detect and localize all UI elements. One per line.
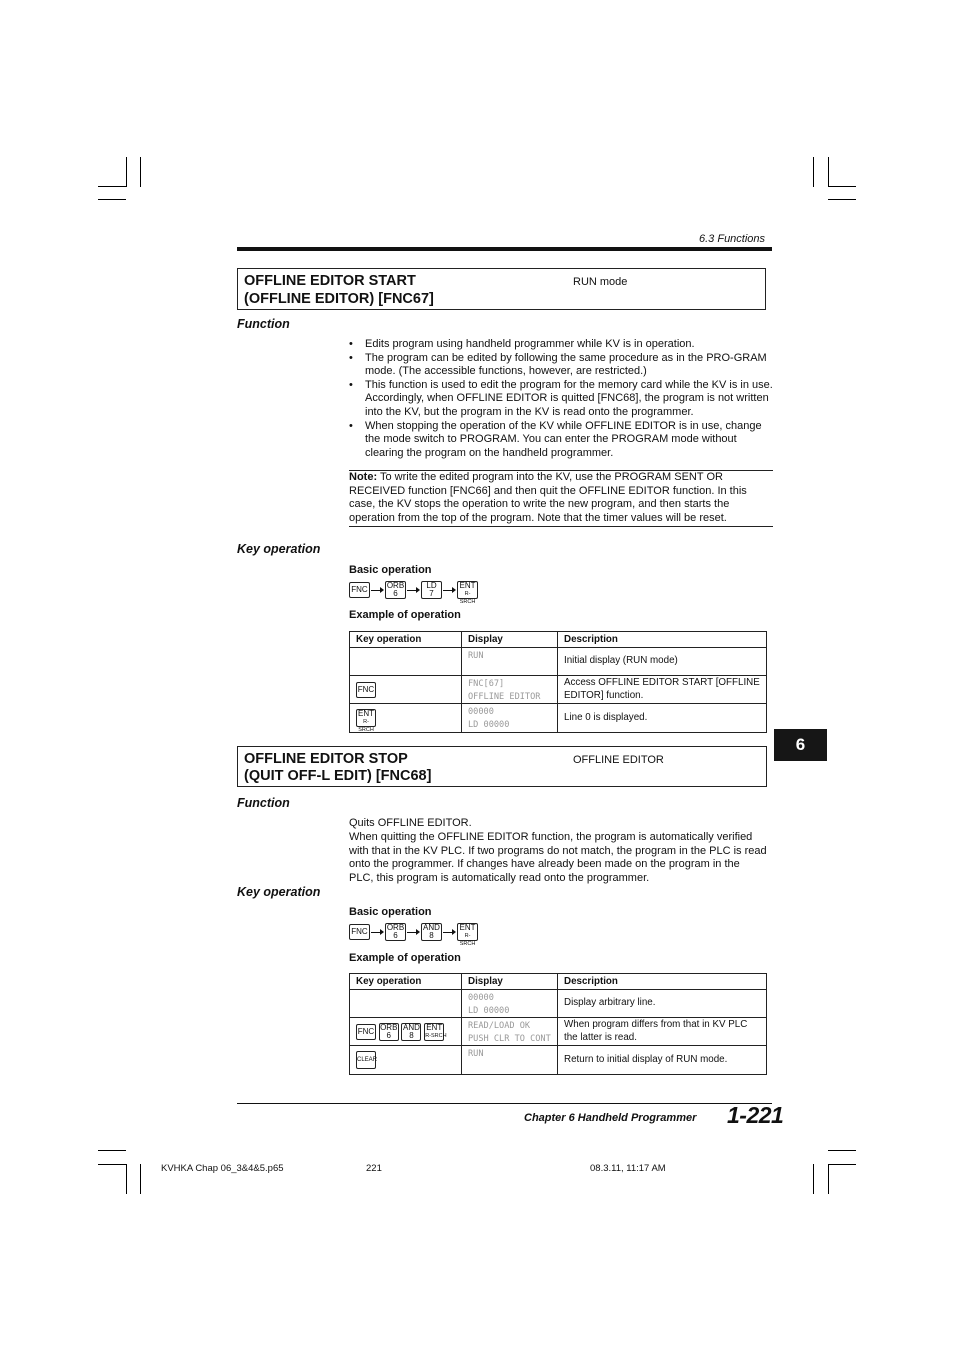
display-cell: 00000 LD 00000	[462, 990, 558, 1018]
section2-example-label: Example of operation	[349, 952, 461, 964]
crop-mark	[828, 199, 856, 200]
display-cell: RUN	[462, 1046, 558, 1075]
fnc-key: FNC	[349, 924, 370, 940]
crop-mark	[828, 157, 829, 187]
arrow-right-icon	[443, 928, 456, 936]
description-cell: Display arbitrary line.	[558, 990, 767, 1018]
slug-page: 221	[366, 1163, 382, 1174]
section2-para2: When quitting the OFFLINE EDITOR function, the program is automatically verified with that in the KV PLC. If two programs do not match, the program in the PLC is read onto the programmer. If changes have already been made on the program in the PLC, this program is automatically read onto the programmer.	[349, 831, 767, 884]
section1-key-sequence	[349, 581, 478, 605]
list-item: • Edits program using handheld programmer while KV is in operation.	[349, 338, 775, 352]
arrow-right-icon	[371, 586, 384, 594]
key-cell	[350, 704, 462, 733]
crop-mark	[126, 157, 127, 187]
section1-basic-operation-label: Basic operation	[349, 564, 432, 576]
footer-rule	[237, 1103, 772, 1104]
ent-key: ENT R-SRCH	[358, 709, 374, 733]
key-cell	[350, 648, 462, 676]
note-label: Note:	[349, 471, 378, 483]
key-cell	[350, 676, 462, 704]
arrow-right-icon	[407, 586, 420, 594]
and-8-key: AND 8	[421, 923, 442, 941]
ent-key: ENT R-SRCH	[457, 923, 478, 941]
display-cell: 00000 LD 00000	[462, 704, 558, 733]
table-row	[350, 1046, 767, 1075]
crop-mark	[140, 157, 141, 187]
crop-mark	[98, 199, 126, 200]
column-header: Key operation	[350, 632, 462, 648]
section2-title-line2: (QUIT OFF-L EDIT) [FNC68]	[244, 768, 432, 784]
section2-operation-table	[349, 973, 767, 1075]
section2-basic-operation-label: Basic operation	[349, 906, 432, 918]
clear-key: CLEAR	[356, 1051, 376, 1069]
and-8-key: AND 8	[403, 1022, 420, 1040]
display-cell: RUN	[462, 648, 558, 676]
arrow-right-icon	[443, 586, 456, 594]
crop-mark	[98, 1164, 126, 1165]
section1-mode: RUN mode	[573, 276, 628, 288]
page-number: 1-221	[727, 1102, 784, 1128]
crop-mark	[828, 1164, 856, 1165]
footer-chapter: Chapter 6 Handheld Programmer	[524, 1112, 697, 1124]
section1-operation-table	[349, 631, 767, 733]
section2-key-sequence	[349, 923, 478, 947]
column-header: Description	[558, 974, 767, 990]
key-cell	[350, 1046, 462, 1075]
section1-function-heading: Function	[237, 317, 290, 331]
running-header: 6.3 Functions	[699, 233, 766, 245]
note-box	[349, 470, 773, 527]
section2-para1: Quits OFFLINE EDITOR.	[349, 817, 472, 829]
chapter-tab: 6	[774, 729, 827, 761]
list-item: • The program can be edited by following the same procedure as in the PRO-GRAM mode. (The accessible functions, however, are restricted.)	[349, 352, 775, 379]
section1-title-line1: OFFLINE EDITOR START	[244, 273, 416, 289]
arrow-right-icon	[407, 928, 420, 936]
description-cell: Line 0 is displayed.	[558, 704, 767, 733]
section1-key-operation-heading: Key operation	[237, 542, 321, 556]
crop-mark	[98, 1150, 126, 1151]
ent-key: ENT R-SRCH	[425, 1022, 447, 1039]
orb-6-key: ORB 6	[386, 923, 405, 940]
crop-mark	[813, 1164, 814, 1194]
slug-date: 08.3.11, 11:17 AM	[590, 1163, 666, 1174]
crop-mark	[813, 157, 814, 187]
slug-filename: KVHKA Chap 06_3&4&5.p65	[161, 1163, 284, 1174]
header-rule	[237, 247, 772, 251]
note-text: To write the edited program into the KV, use the PROGRAM SENT OR RECEIVED function [FNC66] and then quit the OFFLINE EDITOR function. In this case, the KV stops the operation to write the new program, and then starts the operation from the top of the program. Note that the timer values will be reset.	[349, 471, 747, 524]
section1-example-label: Example of operation	[349, 609, 461, 621]
crop-mark	[140, 1164, 141, 1194]
ent-key: ENT R-SRCH	[457, 581, 478, 599]
key-cell	[350, 1018, 462, 1046]
display-cell: FNC[67] OFFLINE EDITOR	[462, 676, 558, 704]
description-cell: When program differs from that in KV PLC the latter is read.	[558, 1018, 767, 1046]
key-cell	[350, 990, 462, 1018]
list-item: • This function is used to edit the program for the memory card while the KV is in use. Accordingly, when OFFLINE EDITOR is quitted [FNC68], the program is not written into the KV, but the program in the KV is read onto the programmer.	[349, 379, 775, 420]
section2-key-operation-heading: Key operation	[237, 885, 321, 899]
table-header-row	[350, 632, 767, 648]
ld-7-key: LD 7	[421, 581, 442, 599]
arrow-right-icon	[371, 928, 384, 936]
section2-mode: OFFLINE EDITOR	[573, 754, 664, 766]
table-row	[350, 648, 767, 676]
display-cell: READ/LOAD OK PUSH CLR TO CONT	[462, 1018, 558, 1046]
table-row	[350, 676, 767, 704]
fnc-key: FNC	[356, 682, 376, 698]
table-row	[350, 1018, 767, 1046]
fnc-key: FNC	[356, 1024, 376, 1040]
crop-mark	[828, 1150, 856, 1151]
orb-6-key: ORB 6	[386, 581, 405, 598]
description-cell: Access OFFLINE EDITOR START [OFFLINE EDITOR] function.	[558, 676, 767, 704]
table-row	[350, 704, 767, 733]
table-header-row	[350, 974, 767, 990]
section1-bullet-list	[349, 338, 775, 460]
list-item: • When stopping the operation of the KV while OFFLINE EDITOR is in use, change the mode switch to PROGRAM. You can enter the PROGRAM mode without clearing the program on the handheld programmer.	[349, 420, 775, 461]
section2-title-box	[237, 746, 767, 787]
crop-mark	[828, 1164, 829, 1194]
section1-title-box	[237, 268, 766, 310]
crop-mark	[828, 186, 856, 187]
column-header: Key operation	[350, 974, 462, 990]
fnc-key: FNC	[349, 582, 370, 598]
table-row	[350, 990, 767, 1018]
section2-title-line1: OFFLINE EDITOR STOP	[244, 751, 408, 767]
description-cell: Return to initial display of RUN mode.	[558, 1046, 767, 1075]
description-cell: Initial display (RUN mode)	[558, 648, 767, 676]
section2-function-heading: Function	[237, 796, 290, 810]
crop-mark	[98, 186, 126, 187]
column-header: Description	[558, 632, 767, 648]
column-header: Display	[462, 974, 558, 990]
orb-6-key: ORB 6	[380, 1022, 398, 1040]
section1-title-line2: (OFFLINE EDITOR) [FNC67]	[244, 291, 434, 307]
column-header: Display	[462, 632, 558, 648]
crop-mark	[126, 1164, 127, 1194]
